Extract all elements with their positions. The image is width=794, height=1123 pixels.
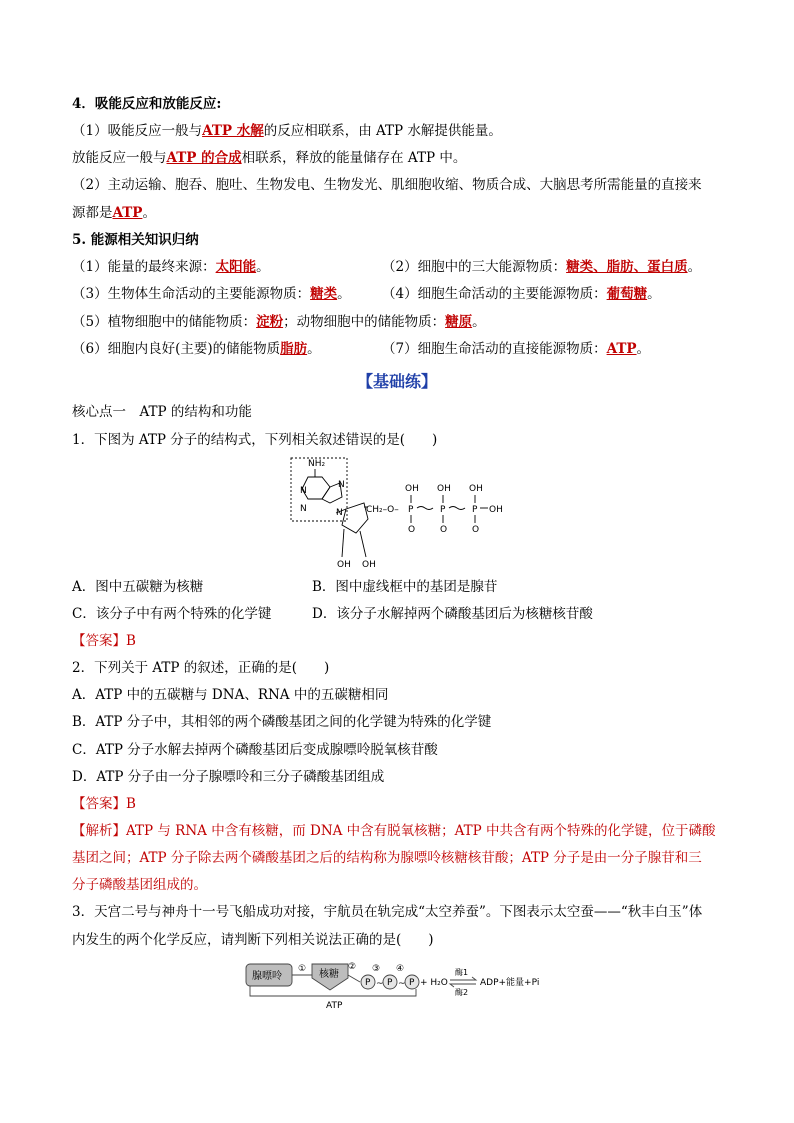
answer-glycogen: 糖原	[445, 314, 473, 330]
oh-label-3: OH	[469, 484, 483, 494]
q2-analysis-line1: 【解析】ATP 与 RNA 中含有核糖，而 DNA 中含有脱氧核糖；ATP 中共含有两个特殊的化学键，位于磷酸	[72, 823, 716, 839]
atp-structure-diagram	[280, 455, 520, 573]
oh-label-1: OH	[405, 484, 419, 494]
marker-2: ②	[348, 962, 357, 972]
energy-row-1a: （1）能量的最终来源：太阳能。	[72, 259, 270, 275]
q2-option-a: A．ATP 中的五碳糖与 DNA、RNA 中的五碳糖相同	[72, 687, 389, 703]
answer-atp-direct: ATP	[606, 341, 637, 357]
marker-1: ①	[298, 964, 307, 974]
q1-option-d: D．该分子水解掉两个磷酸基团后为核糖核苷酸	[312, 606, 593, 622]
answer-solar-energy: 太阳能	[215, 259, 257, 275]
q3-stem-line2: 内发生的两个化学反应，请判断下列相关说法正确的是( )	[72, 932, 434, 948]
q1-option-a: A．图中五碳糖为核糖	[72, 579, 204, 595]
section4-para3: （2）主动运输、胞吞、胞吐、生物发电、生物发光、肌细胞收缩、物质合成、大脑思考所需能量的直接来	[72, 177, 702, 193]
n-label-1: N	[300, 486, 307, 496]
q1-stem: 1．下图为 ATP 分子的结构式，下列相关叙述错误的是( )	[72, 432, 438, 448]
q2-analysis-line2: 基团之间；ATP 分子除去两个磷酸基团之后的结构称为腺嘌呤核糖核苷酸；ATP 分子是由一分子腺苷和三	[72, 850, 702, 866]
q2-option-b: B．ATP 分子中，其相邻的两个磷酸基团之间的化学键为特殊的化学键	[72, 714, 492, 730]
section4-para4: 源都是ATP。	[72, 205, 156, 221]
p-label-3: P	[472, 505, 478, 515]
section4-para2: 放能反应一般与ATP 的合成相联系，释放的能量储存在 ATP 中。	[72, 150, 467, 166]
water-label: + H₂O	[420, 978, 448, 988]
energy-row-2b: （4）细胞生命活动的主要能源物质：葡萄糖。	[382, 286, 661, 302]
q2-stem: 2．下列关于 ATP 的叙述，正确的是( )	[72, 660, 330, 676]
oh-label-2: OH	[437, 484, 451, 494]
answer-glucose: 葡萄糖	[606, 286, 648, 302]
marker-3: ③	[372, 964, 381, 974]
q1-option-c: C．该分子中有两个特殊的化学键	[72, 606, 272, 622]
atp-bracket-label: ATP	[326, 1001, 343, 1011]
q1-answer: 【答案】B	[72, 633, 136, 649]
atp-reaction-diagram	[240, 956, 570, 1014]
p-label-b: P	[387, 978, 393, 988]
n-label-2: N	[300, 504, 307, 514]
nh2-label: NH₂	[308, 459, 326, 469]
ribose-label: 核糖	[319, 969, 339, 980]
answer-sugars: 糖类	[310, 286, 338, 302]
enzyme1-label: 酶1	[455, 968, 469, 977]
energy-row-2a: （3）生物体生命活动的主要能源物质：糖类。	[72, 286, 351, 302]
q2-answer: 【答案】B	[72, 796, 136, 812]
oh-label-6: OH	[362, 560, 376, 570]
answer-atp: ATP	[112, 205, 143, 221]
q3-stem-line1: 3．天宫二号与神舟十一号飞船成功对接，宇航员在轨完成“太空养蚕”。下图表示太空蚕——“秋丰白玉”体	[72, 904, 703, 920]
p-label-a: P	[365, 978, 371, 988]
section4-heading: 4．吸能反应和放能反应:	[72, 96, 222, 112]
energy-row-1b: （2）细胞中的三大能源物质：糖类、脂肪、蛋白质。	[382, 259, 702, 275]
energy-row-4a: （6）细胞内良好(主要)的储能物质脂肪。	[72, 341, 321, 357]
o-label-2: O	[440, 525, 448, 535]
q2-analysis-line3: 分子磷酸基团组成的。	[72, 877, 207, 893]
answer-atp-synthesis: ATP 的合成	[166, 150, 242, 166]
o-label-1: O	[408, 525, 416, 535]
energy-row-4b: （7）细胞生命活动的直接能源物质：ATP。	[382, 341, 651, 357]
answer-starch: 淀粉	[256, 314, 284, 330]
p-label-2: P	[440, 505, 446, 515]
practice-title: 【基础练】	[356, 372, 437, 391]
tilde-1: ~	[376, 979, 384, 989]
section4-para1: （1）吸能反应一般与ATP 水解的反应相联系，由 ATP 水解提供能量。	[72, 123, 502, 139]
n-label-4: N	[336, 508, 343, 518]
o-label-3: O	[472, 525, 480, 535]
q1-option-b: B．图中虚线框中的基团是腺苷	[312, 579, 498, 595]
core-point-1: 核心点一 ATP 的结构和功能	[72, 404, 252, 420]
products-label: ADP+能量+Pi	[480, 978, 540, 988]
q2-option-c: C．ATP 分子水解去掉两个磷酸基团后变成腺嘌呤脱氧核苷酸	[72, 742, 438, 758]
answer-fat: 脂肪	[280, 341, 308, 357]
tilde-2: ~	[398, 979, 406, 989]
oh-label-5: OH	[337, 560, 351, 570]
n-label-3: N	[338, 480, 345, 490]
marker-4: ④	[396, 964, 405, 974]
answer-atp-hydrolysis: ATP 水解	[202, 123, 264, 139]
adenine-label: 腺嘌呤	[252, 971, 282, 982]
ch2o-label: CH₂–O–	[366, 505, 399, 515]
enzyme2-label: 酶2	[455, 988, 469, 997]
oh-label-4: OH	[489, 505, 503, 515]
q2-option-d: D．ATP 分子由一分子腺嘌呤和三分子磷酸基团组成	[72, 769, 385, 785]
energy-row-3: （5）植物细胞中的储能物质：淀粉；动物细胞中的储能物质：糖原。	[72, 314, 486, 330]
section5-heading: 5. 能源相关知识归纳	[72, 232, 199, 248]
answer-three-energy-sources: 糖类、脂肪、蛋白质	[566, 259, 688, 275]
p-label-1: P	[408, 505, 414, 515]
p-label-c: P	[409, 978, 415, 988]
